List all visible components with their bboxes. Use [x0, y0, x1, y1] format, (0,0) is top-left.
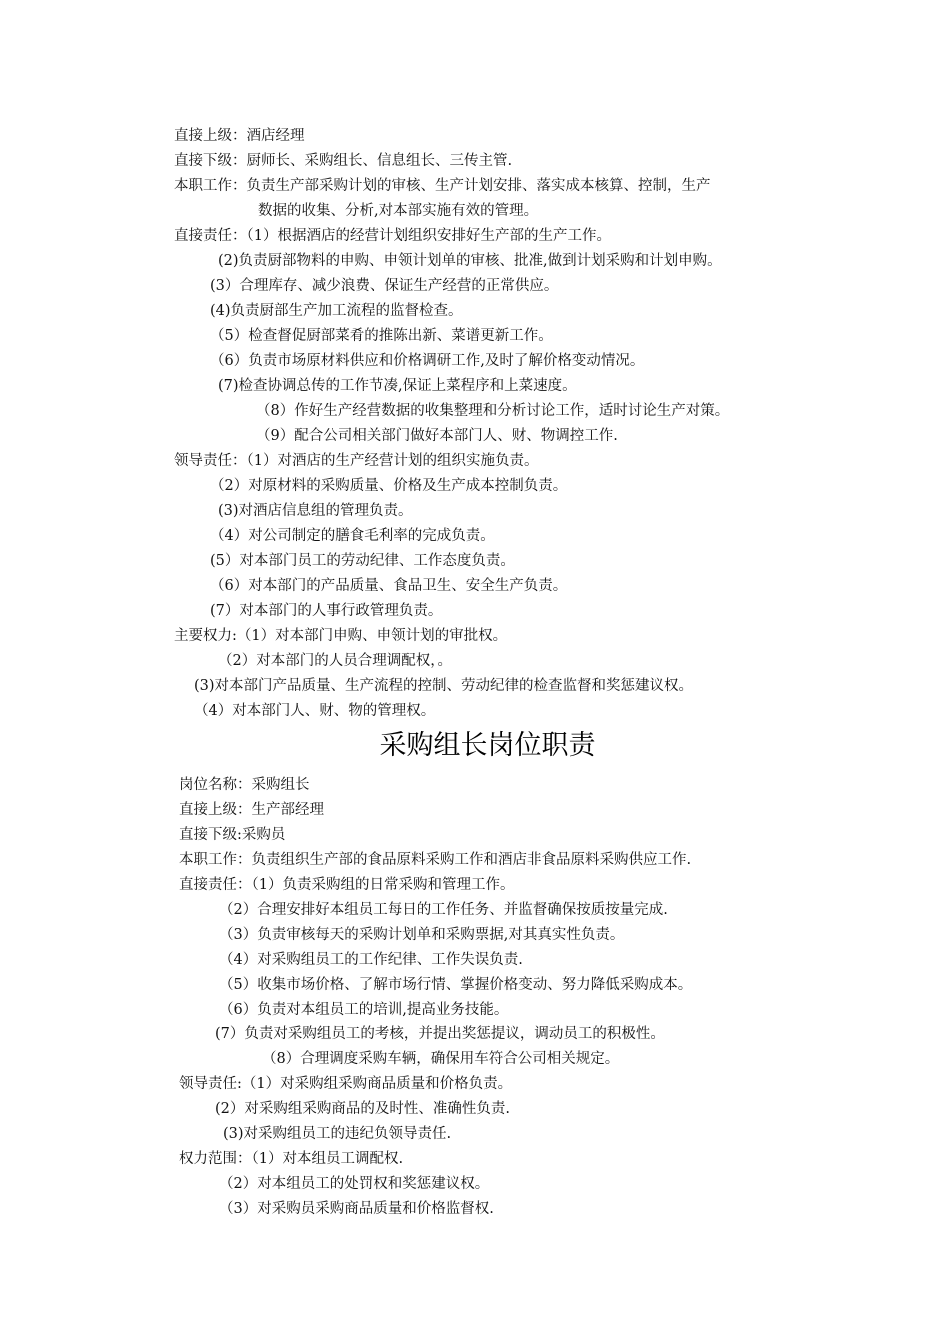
direct-responsibility-item: (3）合理库存、减少浪费、保证生产经营的正常供应。	[210, 278, 559, 294]
direct-responsibility-item: （9）配合公司相关部门做好本部门人、财、物调控工作.	[256, 428, 618, 444]
leadership-responsibility-item: 领导责任：（1）对酒店的生产经营计划的组织实施负责。	[174, 453, 539, 469]
direct-responsibility-item: （6）负责对本组员工的培训,提高业务技能。	[219, 1002, 509, 1018]
direct-responsibility-item: （8）作好生产经营数据的收集整理和分析讨论工作，适时讨论生产对策。	[256, 403, 730, 419]
direct-responsibility-item: （3）负责审核每天的采购计划单和采购票据,对其真实性负责。	[219, 927, 625, 943]
duty-line-2: 数据的收集、分析,对本部实施有效的管理。	[258, 203, 539, 219]
subordinates-line: 直接下级：厨师长、采购组长、信息组长、三传主管.	[174, 153, 513, 169]
superior-line: 直接上级：酒店经理	[174, 128, 305, 144]
leadership-responsibility-item: (2）对采购组采购商品的及时性、准确性负责.	[215, 1101, 510, 1117]
direct-responsibility-item: (7)检查协调总传的工作节凑,保证上菜程序和上菜速度。	[218, 378, 577, 394]
leadership-responsibility-item: (3)对采购组员工的违纪负领导责任.	[223, 1126, 452, 1142]
main-power-item: 主要权力:（1）对本部门申购、申领计划的审批权。	[174, 628, 508, 644]
direct-responsibility-item: （5）检查督促厨部菜肴的推陈出新、菜谱更新工作。	[210, 328, 553, 344]
leadership-responsibility-item: （2）对原材料的采购质量、价格及生产成本控制负责。	[210, 478, 568, 494]
subordinates-line: 直接下级:采购员	[179, 827, 286, 843]
position-name-line: 岗位名称：采购组长	[179, 777, 310, 793]
leadership-responsibility-item: （4）对公司制定的膳食毛利率的完成负责。	[210, 528, 495, 544]
section-title: 采购组长岗位职责	[379, 730, 596, 761]
direct-responsibility-item: 直接责任：（1）根据酒店的经营计划组织安排好生产部的生产工作。	[174, 228, 611, 244]
direct-responsibility-item: （4）对采购组员工的工作纪律、工作失误负责.	[219, 952, 523, 968]
direct-responsibility-item: (2)负责厨部物料的申购、申领计划单的审核、批准,做到计划采购和计划申购。	[218, 253, 722, 269]
main-power-item: (3)对本部门产品质量、生产流程的控制、劳动纪律的检查监督和奖惩建议权。	[194, 678, 694, 694]
power-scope-item: 权力范围：（1）对本组员工调配权.	[179, 1151, 404, 1167]
leadership-responsibility-item: (7）对本部门的人事行政管理负责。	[210, 603, 443, 619]
power-scope-item: （2）对本组员工的处罚权和奖惩建议权。	[219, 1176, 490, 1192]
main-power-item: （2）对本部门的人员合理调配权，。	[218, 653, 452, 669]
duty-line-1: 本职工作：负责生产部采购计划的审核、生产计划安排、落实成本核算、控制，生产	[174, 178, 711, 194]
leadership-responsibility-item: (5）对本部门员工的劳动纪律、工作态度负责。	[210, 553, 515, 569]
leadership-responsibility-item: （6）对本部门的产品质量、食品卫生、安全生产负责。	[210, 578, 568, 594]
direct-responsibility-item: （6）负责市场原材料供应和价格调研工作,及时了解价格变动情况。	[210, 353, 645, 369]
direct-responsibility-item: （2）合理安排好本组员工每日的工作任务、并监督确保按质按量完成.	[219, 902, 668, 918]
leadership-responsibility-item: 领导责任:（1）对采购组采购商品质量和价格负责。	[179, 1076, 513, 1092]
direct-responsibility-item: 直接责任：（1）负责采购组的日常采购和管理工作。	[179, 877, 515, 893]
direct-responsibility-item: （5）收集市场价格、了解市场行情、掌握价格变动、努力降低采购成本。	[219, 977, 693, 993]
duty-line: 本职工作：负责组织生产部的食品原料采购工作和酒店非食品原料采购供应工作.	[179, 852, 692, 868]
leadership-responsibility-item: (3)对酒店信息组的管理负责。	[218, 503, 413, 519]
superior-line: 直接上级：生产部经理	[179, 802, 324, 818]
direct-responsibility-item: （8）合理调度采购车辆，确保用车符合公司相关规定。	[262, 1051, 620, 1067]
direct-responsibility-item: (4)负责厨部生产加工流程的监督检查。	[210, 303, 463, 319]
power-scope-item: （3）对采购员采购商品质量和价格监督权.	[219, 1201, 494, 1217]
direct-responsibility-item: (7）负责对采购组员工的考核，并提出奖惩提议，调动员工的积极性。	[215, 1026, 665, 1042]
main-power-item: （4）对本部门人、财、物的管理权。	[194, 703, 436, 719]
